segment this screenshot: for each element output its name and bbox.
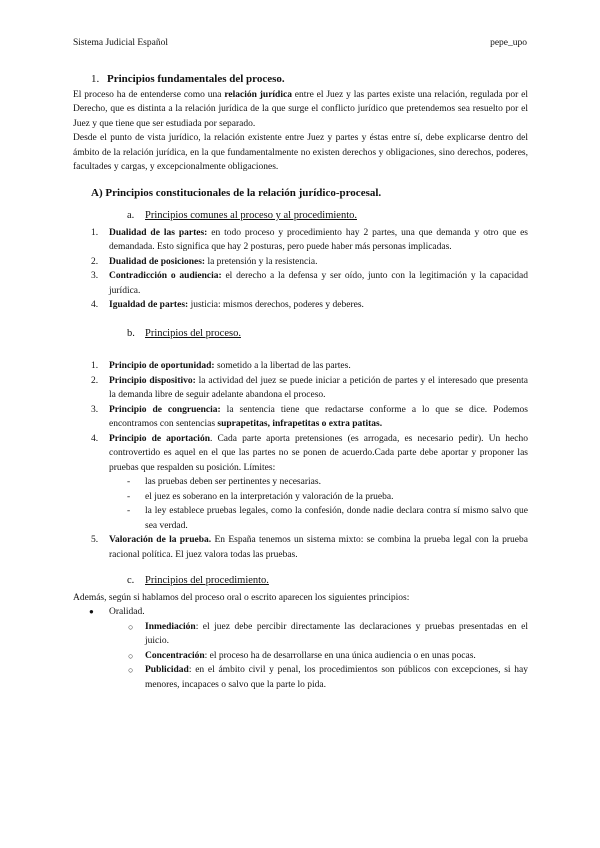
sub-item [73, 620, 528, 649]
limit-item [73, 490, 528, 505]
limit-text: las pruebas deben ser pertinentes y necesarias. [145, 477, 321, 487]
item-text: . Cada parte aporta pretensiones (es arrogada, es necesario pedir). Un hecho controvertido es aquel en el que las partes no se ponen de acuerdo.Cada parte debe aportar y proponer las pruebas que respalden su posición. Límites: [109, 433, 528, 473]
section-1-title: Principios fundamentales del proceso. [107, 73, 285, 85]
subsection-c-heading [127, 574, 528, 589]
item-number: 1. [91, 227, 99, 238]
subsection-letter: c. [127, 575, 135, 586]
limit-text: la ley establece pruebas legales, como la confesión, donde nadie declara contra sí mismo salvo que sea verdad. [145, 506, 528, 531]
principles-process-list [73, 359, 528, 475]
section-a-heading: A) Principios constitucionales de la relación jurídico-procesal. [91, 186, 382, 199]
subsection-c-intro: Además, según si hablamos del proceso oral o escrito aparecen los siguientes principios: [73, 592, 410, 603]
bullet-icon: ● [89, 607, 94, 616]
subsection-title: Principios comunes al proceso y al procedimiento. [145, 210, 357, 221]
section-1-number: 1. [91, 73, 100, 85]
section-1-paragraph-2: Desde el punto de vista jurídico, la relación existente entre Juez y partes y éstas entre sí, debe explicarse dentro del ámbito de la relación jurídica, en la que fundamentalmente no existen derechos y obligaciones, sino derechos, poderes, facultades y cargas, y excepcionalmente obligaciones. [73, 133, 528, 172]
item-term: Dualidad de las partes: [109, 227, 208, 238]
item-term: Principio de congruencia: [109, 404, 221, 415]
list-item [73, 255, 528, 270]
item-bold-terms: suprapetitas, infrapetitas o extra patitas. [217, 419, 383, 429]
principles-process-list-cont [73, 533, 528, 562]
list-item [73, 533, 528, 562]
section-1-heading [91, 72, 528, 87]
item-text: En España tenemos un sistema mixto: se combina la prueba legal con la prueba racional política. El juez valora todas las pruebas. [109, 535, 528, 560]
subsection-title: Principios del procedimiento. [145, 575, 269, 586]
item-text: la sentencia tiene que redactarse conforme a lo que se dice. Podemos encontramos con sentencias [109, 404, 528, 429]
dash-marker: - [127, 477, 131, 487]
item-number: 2. [91, 375, 99, 386]
item-number: 4. [91, 300, 99, 310]
circle-bullet-icon: ○ [128, 621, 134, 632]
item-term: Dualidad de posiciones: [109, 256, 206, 267]
subsection-b-heading [127, 327, 528, 342]
subsection-letter: b. [127, 327, 135, 339]
item-term: Igualdad de partes: [109, 300, 189, 310]
item-text: : el juez debe percibir directamente las declaraciones y pruebas presentadas en el juicio. [145, 621, 528, 646]
item-term: Principio de aportación [109, 433, 210, 444]
item-text: el derecho a la defensa y ser oído, junto con la legitimación y la capacidad jurídica. [109, 271, 529, 296]
header-title: Sistema Judicial Español [73, 38, 168, 48]
item-term: Principio dispositivo: [109, 375, 196, 386]
list-item [73, 403, 528, 432]
item-term: Concentración [145, 650, 205, 661]
sub-item [73, 663, 528, 692]
list-item [73, 269, 528, 298]
paragraph-text: El proceso ha de entenderse como una [73, 89, 225, 100]
circle-bullet-icon: ○ [128, 650, 134, 661]
dash-marker: - [127, 491, 131, 502]
item-number: 3. [91, 404, 99, 415]
item-number: 2. [91, 256, 99, 267]
limits-list [73, 475, 528, 533]
dash-marker: - [127, 506, 131, 516]
item-text: la actividad del juez se puede iniciar a petición de partes y el interesado que presenta la demanda libre de seguir adelante abandona el proceso. [109, 375, 528, 400]
subsection-a-heading [127, 209, 528, 224]
bold-term: relación jurídica [224, 89, 292, 100]
item-text: : en el ámbito civil y penal, los procedimientos son públicos con excepciones, si hay menores, incapaces o salvo que la parte lo pida. [145, 665, 528, 690]
item-text: sometido a la libertad de las partes. [214, 361, 351, 371]
limit-item [73, 504, 528, 533]
oralidad-sublist [73, 620, 528, 693]
procedure-principles-list [73, 605, 528, 692]
item-term: Principio de oportunidad: [109, 361, 215, 371]
list-item [73, 298, 528, 313]
item-number: 5. [91, 535, 99, 545]
item-term: Contradicción o audiencia: [109, 271, 222, 281]
item-term: Publicidad [145, 665, 189, 675]
item-number: 3. [91, 271, 99, 281]
item-text: justicia: mismos derechos, poderes y deberes. [188, 300, 364, 310]
item-term: Inmediación [145, 621, 196, 632]
item-text: : el proceso ha de desarrollarse en una única audiencia o en unas pocas. [204, 650, 476, 661]
subsection-letter: a. [127, 210, 135, 221]
limit-item [73, 475, 528, 490]
header-author: pepe_upo [490, 38, 527, 48]
limit-text: el juez es soberano en la interpretación y valoración de la prueba. [145, 491, 394, 502]
bullet-item-oralidad [73, 605, 528, 692]
document-body [73, 72, 528, 692]
item-number: 1. [91, 361, 99, 371]
paragraph-text: entre el Juez y las partes existe una relación, regulada por el Derecho, que es distinta a la relación jurídica de la que surge el conflicto jurídico que pretendemos sea resuelto por el Juez y que tiene que ser estudiada por separado. [73, 89, 529, 129]
list-item [73, 359, 528, 374]
item-number: 4. [91, 433, 99, 444]
item-text: en todo proceso y procedimiento hay 2 partes, una que demanda y otro que es demandada. Esto significa que hay 2 posturas, pero puede haber más personas implicadas. [109, 227, 528, 252]
list-item [73, 226, 528, 255]
item-term: Valoración de la prueba. [109, 535, 212, 545]
item-text: la pretensión y la resistencia. [205, 256, 318, 267]
sub-item [73, 649, 528, 664]
principles-common-list [73, 226, 528, 313]
list-item [73, 432, 528, 476]
subsection-title: Principios del proceso. [145, 327, 241, 339]
circle-bullet-icon: ○ [128, 665, 134, 675]
list-item [73, 374, 528, 403]
section-1-paragraph-1 [73, 88, 528, 132]
bullet-text: Oralidad. [109, 607, 145, 617]
